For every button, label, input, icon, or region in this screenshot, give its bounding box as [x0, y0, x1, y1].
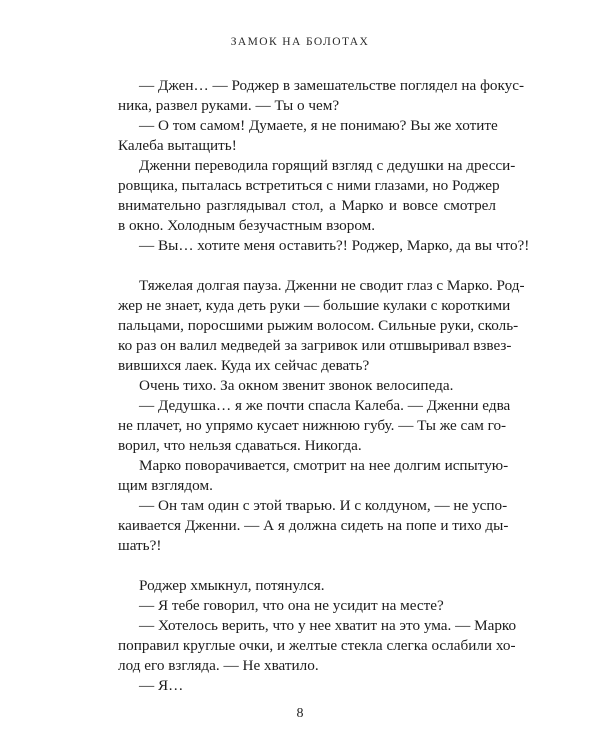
text-line: — О том самом! Думаете, я не понимаю? Вы же хотите	[139, 117, 498, 134]
text-line: щим взглядом.	[118, 477, 213, 494]
text-line: — Я тебе говорил, что она не усидит на месте?	[139, 597, 444, 614]
running-head: ЗАМОК НА БОЛОТАХ	[230, 36, 370, 48]
text-line: — Джен… — Роджер в замешательстве поглядел на фокус-	[139, 77, 525, 94]
text-line: вившихся лаек. Куда их сейчас девать?	[118, 357, 370, 374]
text-line: Дженни переводила горящий взгляд с дедушки на дресси-	[139, 157, 516, 174]
section-break	[118, 556, 496, 576]
text-line: не плачет, но упрямо кусает нижнюю губу. — Ты же сам го-	[118, 417, 507, 434]
text-line: Тяжелая долгая пауза. Дженни не сводит глаз с Марко. Род-	[139, 277, 525, 294]
body-text	[118, 76, 530, 696]
text-line: шать?!	[118, 537, 162, 554]
text-line: ко раз он валил медведей за загривок или отшвыривал взвез-	[118, 337, 512, 354]
text-line: — Дедушка… я же почти спасла Калеба. — Дженни едва	[139, 397, 511, 414]
text-line: — Хотелось верить, что у нее хватит на это ума. — Марко	[139, 617, 517, 634]
text-line: ворил, что нельзя сдаваться. Никогда.	[118, 437, 362, 454]
text-line: — Я…	[139, 677, 184, 694]
text-line: Роджер хмыкнул, потянулся.	[139, 577, 325, 594]
text-line: Калеба вытащить!	[118, 137, 237, 154]
page-number: 8	[296, 706, 304, 721]
text-line: ника, развел руками. — Ты о чем?	[118, 97, 340, 114]
text-line: ровщика, пыталась встретиться с ними глазами, но Роджер	[118, 177, 500, 194]
text-line: Очень тихо. За окном звенит звонок велосипеда.	[139, 377, 454, 394]
text-line: пальцами, поросшими рыжим волосом. Сильные руки, сколь-	[118, 317, 519, 334]
text-line: лод его взгляда. — Не хватило.	[118, 657, 319, 674]
text-line: внимательно разглядывал стол, а Марко и вовсе смотрел	[118, 197, 496, 214]
section-break	[118, 256, 496, 276]
text-line: жер не знает, куда деть руки — большие кулаки с короткими	[118, 297, 511, 314]
text-line: Марко поворачивается, смотрит на нее долгим испытую-	[139, 457, 509, 474]
text-line: в окно. Холодным безучастным взором.	[118, 217, 376, 234]
text-line: поправил круглые очки, и желтые стекла слегка ослабили хо-	[118, 637, 516, 654]
text-line: — Он там один с этой тварью. И с колдуном, — не успо-	[139, 497, 508, 514]
text-line: каивается Дженни. — А я должна сидеть на попе и тихо ды-	[118, 517, 509, 534]
text-line: — Вы… хотите меня оставить?! Роджер, Марко, да вы что?!	[139, 237, 530, 254]
